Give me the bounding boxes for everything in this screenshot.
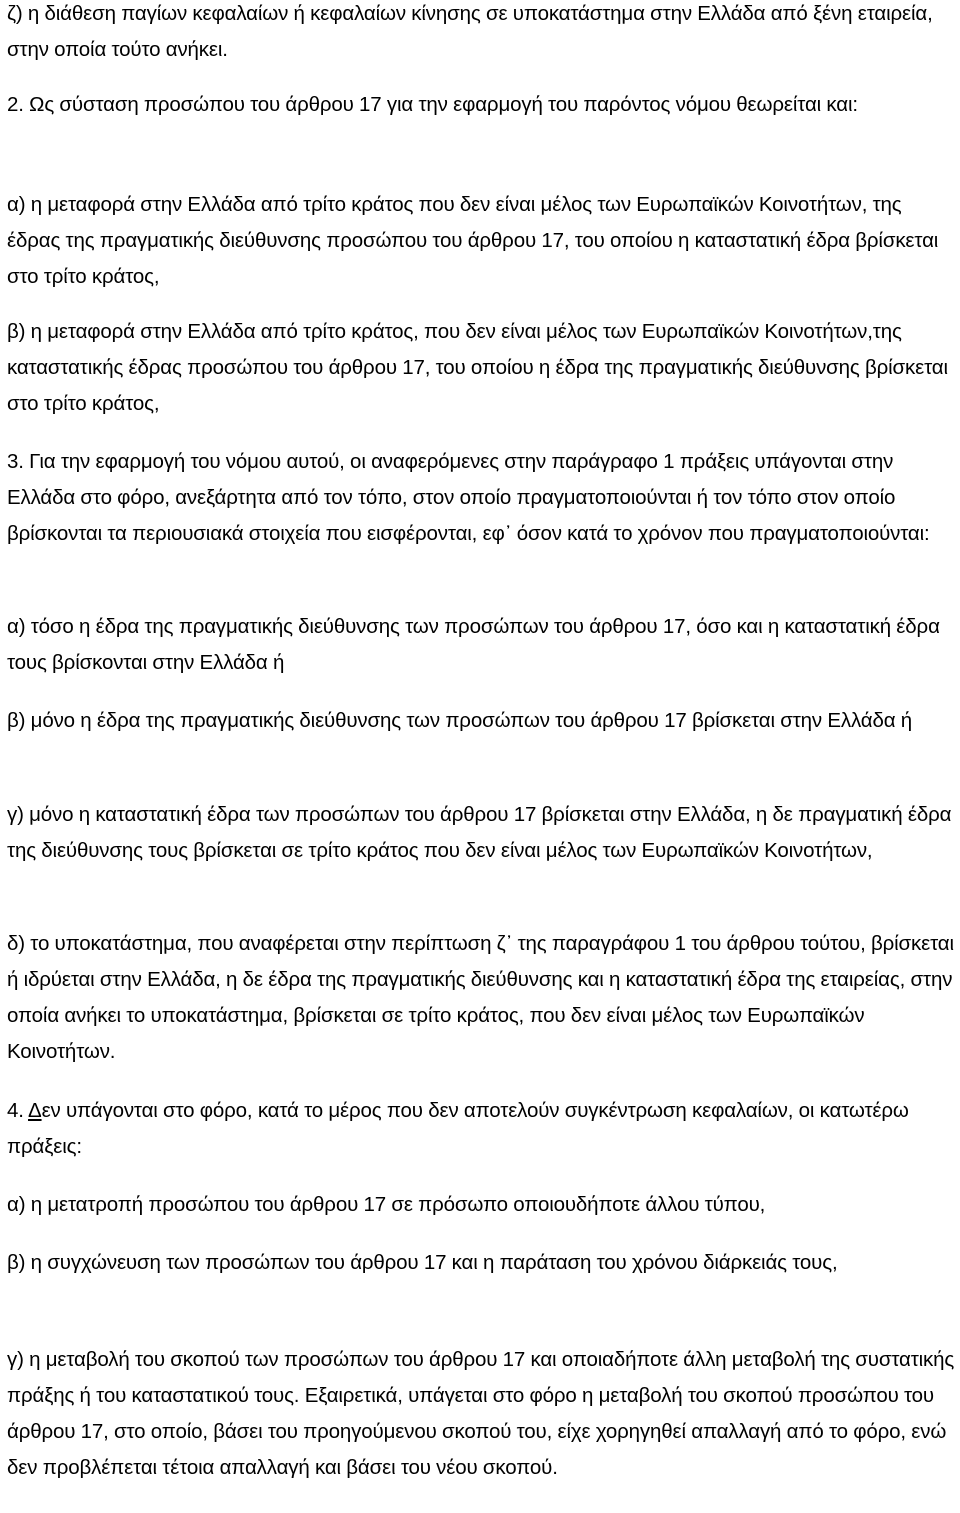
paragraph-4-text: εν υπάγονται στο φόρο, κατά το μέρος που δεν αποτελούν συγκέντρωση κεφαλαίων, οι κατωτέρω πράξεις:	[7, 1099, 909, 1158]
paragraph-3-heading: 3. Για την εφαρμογή του νόμου αυτού, οι αναφερόμενες στην παράγραφο 1 πράξεις υπάγονται στην Ελλάδα στο φόρο, ανεξάρτητα από τον τόπο, στον οποίο πραγματοποιούνται ή τον τόπο στον οποίο βρίσκονται τα περιουσιακά στοιχεία που εισφέρονται, εφ᾽ όσον κατά το χρόνον που πραγματοποιούνται:	[7, 450, 930, 545]
paragraph-2-heading: 2. Ως σύσταση προσώπου του άρθρου 17 για την εφαρμογή του παρόντος νόμου θεωρείται και:	[7, 93, 858, 116]
paragraph-1-item-z: ζ) η διάθεση παγίων κεφαλαίων ή κεφαλαίων κίνησης σε υποκατάστημα στην Ελλάδα από ξένη εταιρεία, στην οποία τούτο ανήκει.	[7, 2, 933, 61]
paragraph-3-item-b: β) μόνο η έδρα της πραγματικής διεύθυνσης των προσώπων του άρθρου 17 βρίσκεται στην Ελλάδα ή	[7, 709, 913, 732]
paragraph-3-item-d: δ) το υποκατάστημα, που αναφέρεται στην περίπτωση ζ᾽ της παραγράφου 1 του άρθρου τούτου, βρίσκεται ή ιδρύεται στην Ελλάδα, η δε έδρα της πραγματικής διεύθυνσης και η καταστατική έδρα της εταιρείας, στην οποία ανήκει το υποκατάστημα, βρίσκεται σε τρίτο κράτος, που δεν είναι μέλος των Ευρωπαϊκών Κοινοτήτων.	[7, 932, 954, 1063]
paragraph-4-underlined-letter: Δ	[28, 1099, 42, 1122]
paragraph-4-number: 4.	[7, 1099, 29, 1122]
paragraph-4-item-a: α) η μετατροπή προσώπου του άρθρου 17 σε πρόσωπο οποιουδήποτε άλλου τύπου,	[7, 1193, 766, 1216]
paragraph-2-item-b: β) η μεταφορά στην Ελλάδα από τρίτο κράτος, που δεν είναι μέλος των Ευρωπαϊκών Κοινοτήτων,της καταστατικής έδρας προσώπου του άρθρου 17, του οποίου η έδρα της πραγματικής διεύθυνσης βρίσκεται στο τρίτο κράτος,	[7, 320, 948, 415]
paragraph-3-item-c: γ) μόνο η καταστατική έδρα των προσώπων του άρθρου 17 βρίσκεται στην Ελλάδα, η δε πραγματική έδρα της διεύθυνσης τους βρίσκεται σε τρίτο κράτος που δεν είναι μέλος των Ευρωπαϊκών Κοινοτήτων,	[7, 803, 952, 862]
paragraph-2-item-a: α) η μεταφορά στην Ελλάδα από τρίτο κράτος που δεν είναι μέλος των Ευρωπαϊκών Κοινοτήτων, της έδρας της πραγματικής διεύθυνσης προσώπου του άρθρου 17, του οποίου η καταστατική έδρα βρίσκεται στο τρίτο κράτος,	[7, 193, 939, 288]
paragraph-4-item-b: β) η συγχώνευση των προσώπων του άρθρου 17 και η παράταση του χρόνου διάρκειάς τους,	[7, 1251, 838, 1274]
paragraph-3-item-a: α) τόσο η έδρα της πραγματικής διεύθυνσης των προσώπων του άρθρου 17, όσο και η καταστατική έδρα τους βρίσκονται στην Ελλάδα ή	[7, 615, 940, 674]
paragraph-4-item-c: γ) η μεταβολή του σκοπού των προσώπων του άρθρου 17 και οποιαδήποτε άλλη μεταβολή της συστατικής πράξης ή του καταστατικού τους. Εξαιρετικά, υπάγεται στο φόρο η μεταβολή του σκοπού προσώπου του άρθρου 17, στο οποίο, βάσει του προηγούμενου σκοπού του, είχε χορηγηθεί απαλλαγή από το φόρο, ενώ δεν προβλέπεται τέτοια απαλλαγή και βάσει του νέου σκοπού.	[7, 1348, 955, 1479]
paragraph-4-heading	[7, 1093, 955, 1165]
